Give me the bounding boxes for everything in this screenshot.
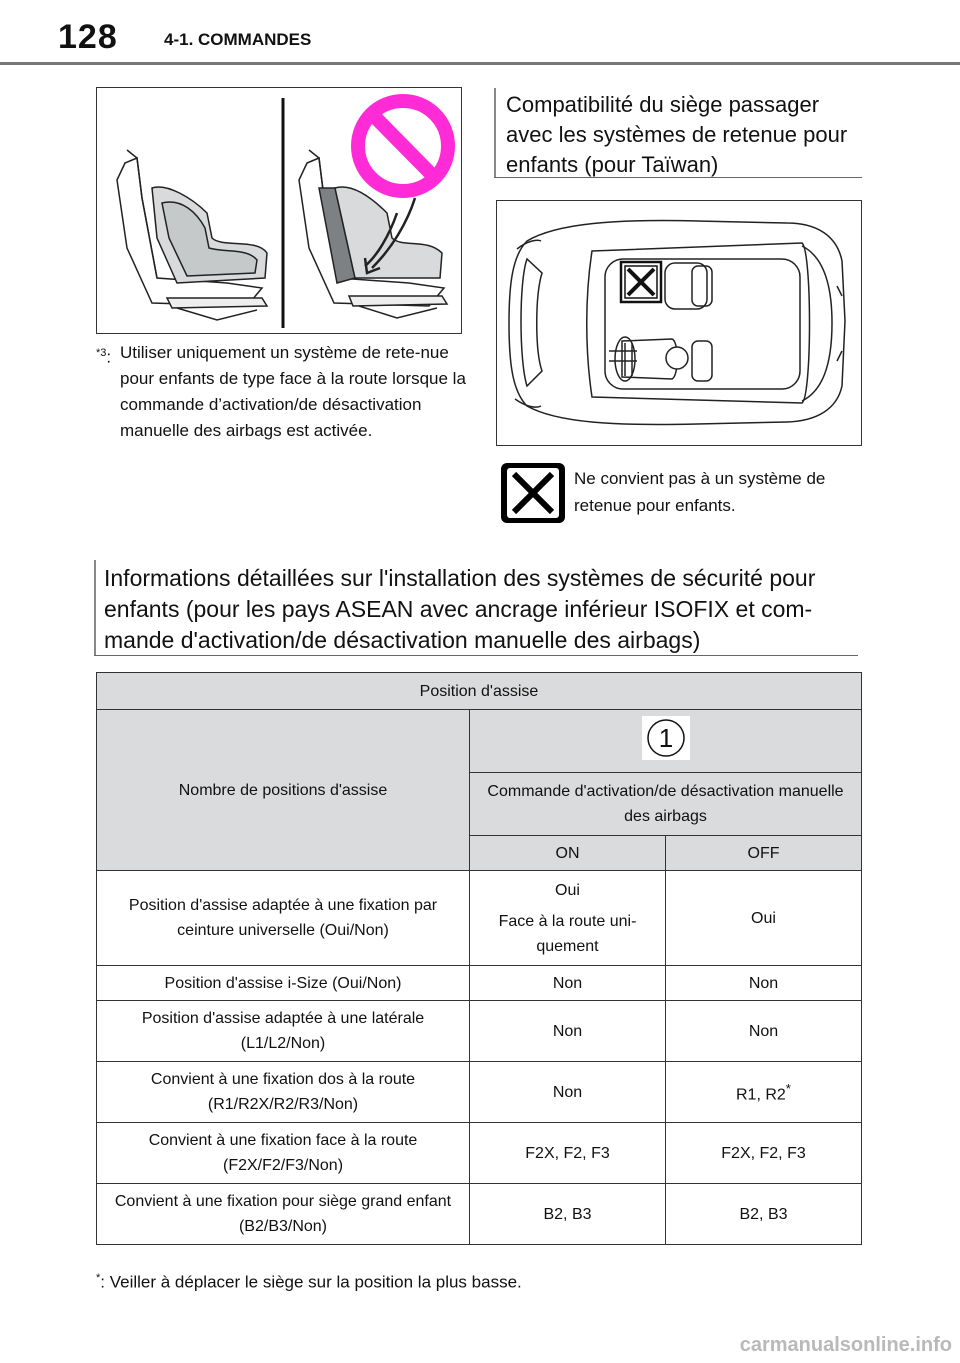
section-taiwan-heading [494,88,862,180]
row-label-cell: Position d'assise adaptée à une fixation par ceinture universelle (Oui/Non) [97,871,470,966]
child-seat-figure [96,87,462,334]
x-box-icon [500,462,566,524]
on-value-note: Face à la route uni-quement [498,912,637,955]
row-header-cell: Nombre de positions d'assise [97,710,470,871]
off-value-text: R1, R2 [736,1086,786,1104]
on-value-cell [470,871,666,966]
section-bar [494,88,496,178]
off-value-cell: B2, B3 [666,1184,862,1245]
note-3-marker: $^{*3}$: [96,347,112,367]
table-row [97,1001,862,1062]
off-value-cell: Oui [666,871,862,966]
on-value-cell: Non [470,966,666,1001]
child-seat-illustration [97,88,461,333]
off-value-cell: F2X, F2, F3 [666,1123,862,1184]
off-value-cell: Non [666,966,862,1001]
row-label-cell: Convient à une fixation face à la route (F2X/F2/F3/Non) [97,1123,470,1184]
prohibition-icon [358,101,448,191]
chapter-title: 4-1. COMMANDES [164,30,312,49]
table-row [97,1184,862,1245]
section-title: Informations détaillées sur l'installation des systèmes de sécurité pour enfants (pour les pays ASEAN avec ancrage inférieur ISOFIX et com-mande d'activation/de désactivation manuelle des airbags) [104,565,816,653]
car-top-view-illustration [497,201,861,445]
footnote-marker: * [785,1081,791,1097]
note-3-text: Utiliser uniquement un système de rete-nue pour enfants de type face à la route lorsque la commande d’activation/de désactivation manuelle des airbags est activée. [120,343,466,440]
on-value-cell: F2X, F2, F3 [470,1123,666,1184]
page-number: 128 [58,18,118,56]
section-title: Compatibilité du siège passager avec les systèmes de retenue pour enfants (pour Taïwan) [506,92,848,177]
row-label-cell: Convient à une fixation pour siège grand enfant (B2/B3/Non) [97,1184,470,1245]
row-label-cell: Convient à une fixation dos à la route (R1/R2X/R2/R3/Non) [97,1062,470,1123]
footnote-text: : Veiller à déplacer le siège sur la position la plus basse. [100,1272,522,1292]
row-label-cell: Position d'assise i-Size (Oui/Non) [97,966,470,1001]
on-value-line: Oui [555,881,580,899]
row-label-cell: Position d'assise adaptée à une latérale (L1/L2/Non) [97,1001,470,1062]
table-row [97,966,862,1001]
section-bar [94,560,96,656]
table-row [97,1062,862,1123]
header-divider [0,62,960,65]
svg-text:1: 1 [658,723,673,753]
on-value-cell: Non [470,1062,666,1123]
section-underline [94,655,858,656]
section-underline [494,177,862,178]
off-header-cell: OFF [666,836,862,871]
on-value-cell: B2, B3 [470,1184,666,1245]
table-row [97,1123,862,1184]
legend-text: Ne convient pas à un système de retenue pour enfants. [574,469,826,515]
footnote-marker: * [96,1272,101,1284]
table-row [97,871,862,966]
table-row [97,673,862,710]
note-3 [96,340,466,444]
table-header-cell: Position d'assise [97,673,862,710]
on-value-cell: Non [470,1001,666,1062]
seat-number-badge [642,716,690,760]
off-value-cell [666,1062,862,1123]
rear-facing-seat-drawing [117,150,267,320]
section-asean-heading [94,560,858,656]
seat-number-cell [470,710,862,773]
watermark: carmanualsonline.info [739,1334,952,1356]
car-top-view-figure [496,200,862,446]
seat-compatibility-table [96,672,862,1245]
off-value-cell: Non [666,1001,862,1062]
on-header-cell: ON [470,836,666,871]
table-footnote [96,1272,522,1293]
table-row [97,710,862,773]
switch-label-cell: Commande d'activation/de désactivation manuelle des airbags [470,773,862,836]
not-suitable-seat-icon [621,262,661,302]
